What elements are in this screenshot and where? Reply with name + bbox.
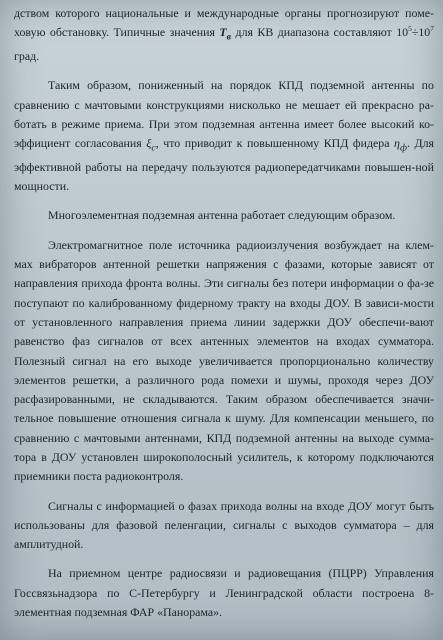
para1-start: дством которого национальные и международные органы прогнозируют поме-ховую обстановку. Типичные значения <box>14 6 434 40</box>
symbol-xi-subscript: с <box>151 142 156 154</box>
document-body <box>14 4 434 622</box>
symbol-eta: η <box>394 136 400 151</box>
para2-part1: Таким образом, пониженный на порядок КПД подземной антенны по сравнению с мачтовыми конструкциями нисколько не мешает ей прекрасно ра-ботать в режиме приема. При этом подземная антенна имеет более высокий ко-эффициент согласования <box>14 78 434 151</box>
para1-middle: для КВ диапазона составляют <box>231 25 397 40</box>
paragraph-panorama: На приемном центре радиосвязи и радиовещания (ПЦРР) Управления Госсвязьнадзора по С-Петербургу и Ленинградской области построена 8-элементная подземная ФАР «Панорама». <box>14 566 434 620</box>
para2-part2: , что приводит к повышенному КПД фидера <box>155 136 395 151</box>
symbol-eta-subscript: ф <box>399 142 407 154</box>
range-base-1: 10 <box>396 25 409 40</box>
symbol-xi: ξ <box>146 136 152 151</box>
paragraph-operation: Электромагнитное поле источника радиоизлучения возбуждает на клем-мах вибраторов антенной решетки напряжения с фазами, которые зависят от направления прихода фронта волны. Эти сигналы без потери информации о фа-зе поступают по калиброванному фидерному тракту на входы ДОУ. В зависи-мости от установленного направления приема линии задержки ДОУ обеспечи-вают равенство фаз сигналов от всех антенных элементов на входах сумматора. Полезный сигнал на его выходе увеличивается пропорционально количеству элементов решетки, а различного рода помехи и шумы, проходя через ДОУ расфазированными, не складываются. Таким образом обеспечивается значи-тельное повышение отношения сигнала к шуму. Для компенсации меньшего, по сравнению с мачтовыми антеннами, КПД подземной антенны на выходе сумма-тора в ДОУ установлен широкополосный усилитель, к которому подключаются приемники поста радиоконтроля. <box>14 237 434 484</box>
range-exponent-2: 7 <box>430 24 434 34</box>
range-base-2: 10 <box>418 25 431 40</box>
symbol-t: T <box>219 25 227 40</box>
paragraph-efficiency <box>14 76 434 196</box>
paragraph-tvalue <box>14 4 434 66</box>
range-separator: ÷ <box>411 25 419 40</box>
symbol-t-subscript: в <box>226 31 232 43</box>
paragraph-intro: Многоэлементная подземная антенна работает следующим образом. <box>48 208 396 223</box>
para1-end: град. <box>14 48 40 63</box>
para2-part3: . Для эффективной работы на передачу пользуются радиопередатчиками повышен-ной мощности. <box>14 136 434 194</box>
paragraph-phase-signals: Сигналы с информацией о фазах прихода волны на входе ДОУ могут быть использованы для фазовой пеленгации, сигналы с выходов сумматора – для амплитудной. <box>14 498 434 552</box>
range-exponent-1: 5 <box>408 24 412 34</box>
